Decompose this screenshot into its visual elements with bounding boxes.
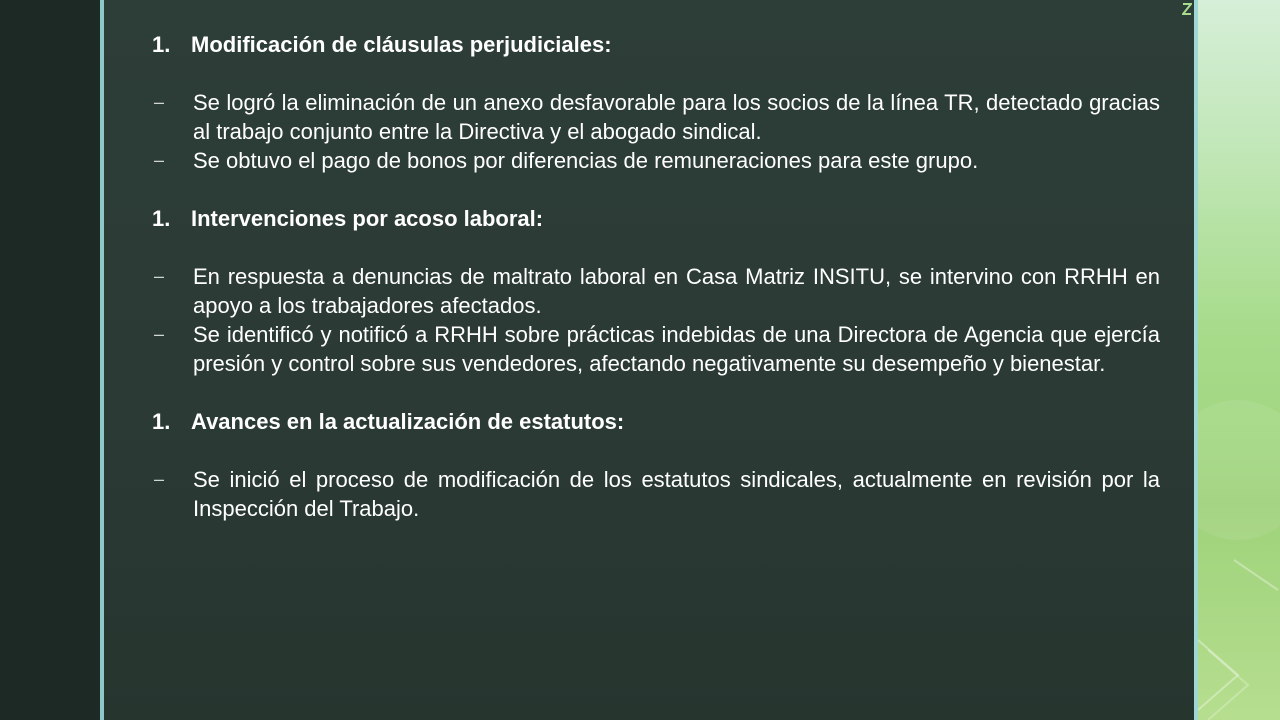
list-item bbox=[152, 320, 1160, 378]
left-dark-band bbox=[0, 0, 100, 720]
section-title: Avances en la actualización de estatutos: bbox=[191, 409, 625, 434]
slide-content bbox=[152, 30, 1160, 523]
bullet-marker: – bbox=[154, 92, 165, 112]
bullet-text: En respuesta a denuncias de maltrato laboral en Casa Matriz INSITU, se intervino con RRHH en apoyo a los trabajadores afectados. bbox=[193, 264, 1160, 318]
list-item bbox=[152, 465, 1160, 523]
list-item bbox=[152, 146, 1160, 175]
section-heading bbox=[152, 407, 1160, 436]
bullet-marker: – bbox=[154, 266, 165, 286]
section-number: 1. bbox=[152, 409, 171, 434]
bullet-text: Se inició el proceso de modificación de los estatutos sindicales, actualmente en revisión por la Inspección del Trabajo. bbox=[193, 467, 1160, 521]
bullet-marker: – bbox=[154, 150, 165, 170]
right-decorative-strip bbox=[1198, 0, 1280, 720]
z-decoration-icon bbox=[1182, 2, 1192, 16]
bullet-text: Se obtuvo el pago de bonos por diferencias de remuneraciones para este grupo. bbox=[193, 148, 979, 173]
list-item bbox=[152, 262, 1160, 320]
section-number: 1. bbox=[152, 206, 171, 231]
section-heading bbox=[152, 30, 1160, 59]
bullet-marker: – bbox=[154, 469, 165, 489]
section-heading bbox=[152, 204, 1160, 233]
bullet-marker: – bbox=[154, 324, 165, 344]
bullet-text: Se identificó y notificó a RRHH sobre prácticas indebidas de una Directora de Agencia que ejercía presión y control sobre sus vendedores, afectando negativamente su desempeño y bienestar. bbox=[193, 322, 1160, 376]
section-number: 1. bbox=[152, 32, 171, 57]
section-title: Modificación de cláusulas perjudiciales: bbox=[191, 32, 612, 57]
list-item bbox=[152, 88, 1160, 146]
bullet-text: Se logró la eliminación de un anexo desfavorable para los socios de la línea TR, detectado gracias al trabajo conjunto entre la Directiva y el abogado sindical. bbox=[193, 90, 1160, 144]
chevron-decoration-icon bbox=[1198, 0, 1280, 720]
section-title: Intervenciones por acoso laboral: bbox=[191, 206, 544, 231]
